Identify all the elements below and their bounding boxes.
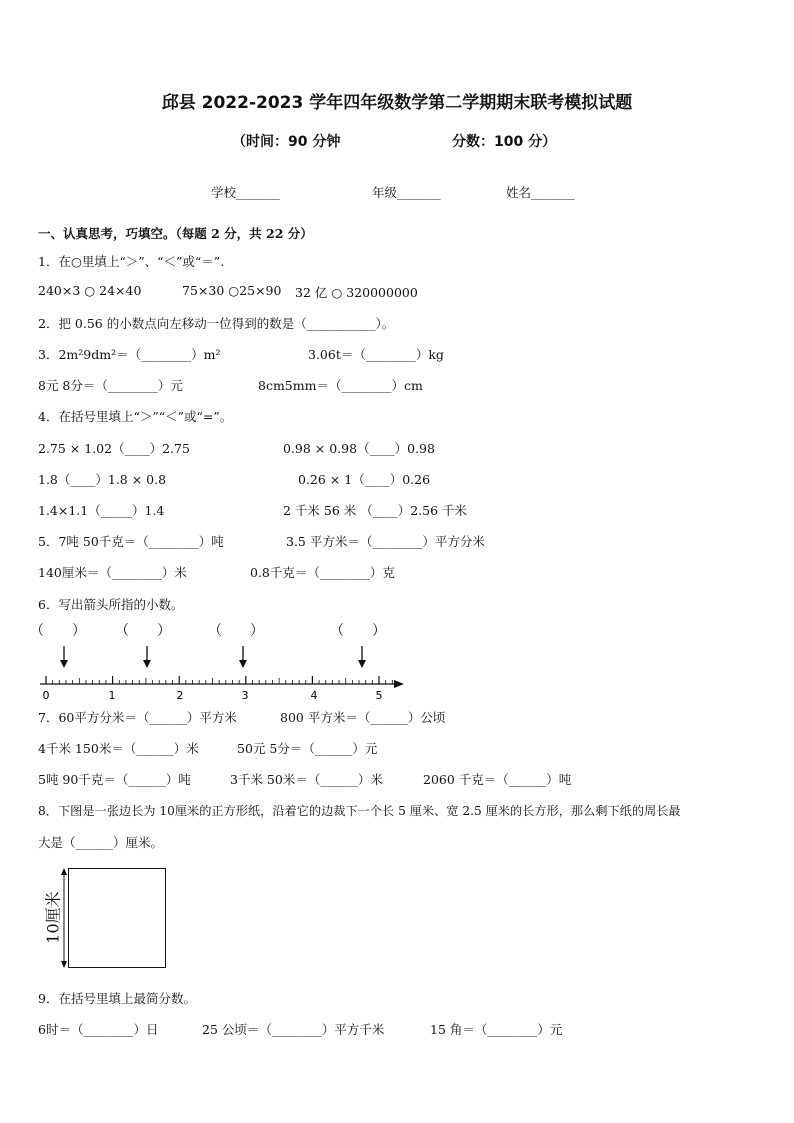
question-7-b: 800 平方米＝（______）公顷 <box>280 710 446 725</box>
question-9-a: 6时＝（________）日 <box>38 1022 159 1037</box>
question-3-a: 3．2m²9dm²＝（________）m² <box>38 347 221 362</box>
answer-paren-1: （ ） <box>30 623 86 639</box>
question-5-a: 5．7吨 50千克＝（________）吨 <box>38 534 224 549</box>
question-9-b: 25 公顷＝（________）平方千米 <box>202 1022 385 1037</box>
tick-label-4: 4 <box>310 689 318 702</box>
down-arrow-icon <box>143 646 151 668</box>
square-paper-figure <box>68 868 166 968</box>
number-line-arrowhead <box>394 680 404 688</box>
exam-time: （时间：90 分钟 <box>232 134 341 150</box>
tick-label-5: 5 <box>375 689 383 702</box>
question-4-r3a: 1.4×1.1（_____）1.4 <box>38 503 165 518</box>
question-4-stem: 4．在括号里填上“＞”“＜”或“=”。 <box>38 409 233 424</box>
answer-paren-2: （ ） <box>115 623 171 639</box>
question-4-r1a: 2.75 × 1.02（____）2.75 <box>38 441 190 456</box>
question-3-d: 8cm5mm＝（________）cm <box>258 378 423 393</box>
question-3-b: 3.06t＝（________）kg <box>308 347 444 362</box>
question-8-line2: 大是（______）厘米。 <box>38 835 164 850</box>
question-7-g: 2060 千克＝（______）吨 <box>423 772 572 787</box>
tick-label-3: 3 <box>241 689 249 702</box>
question-5-b: 3.5 平方米＝（________）平方分米 <box>286 534 485 549</box>
side-length-label: 10厘米 <box>43 891 63 944</box>
down-arrow-icon <box>239 646 247 668</box>
tick-label-0: 0 <box>42 689 50 702</box>
question-4-r1b: 0.98 × 0.98（____）0.98 <box>283 441 435 456</box>
page-title: 邱县 2022-2023 学年四年级数学第二学期期末联考模拟试题 <box>161 93 633 113</box>
question-7-f: 3千米 50米＝（______）米 <box>230 772 383 787</box>
number-line <box>30 640 410 702</box>
number-line-ticks <box>46 676 392 684</box>
name-field: 姓名_______ <box>506 185 575 200</box>
question-3-c: 8元 8分＝（________）元 <box>38 378 183 393</box>
question-1-b: 75×30 ○25×90 <box>182 283 282 298</box>
question-6-stem: 6．写出箭头所指的小数。 <box>38 597 184 612</box>
school-field: 学校_______ <box>211 185 280 200</box>
down-arrow-icon <box>358 646 366 668</box>
question-7-e: 5吨 90千克＝（______）吨 <box>38 772 191 787</box>
question-9-stem: 9．在括号里填上最简分数。 <box>38 991 196 1006</box>
question-7-d: 50元 5分＝（______）元 <box>237 741 378 756</box>
question-4-r3b: 2 千米 56 米 （____）2.56 千米 <box>283 503 468 518</box>
tick-label-2: 2 <box>176 689 184 702</box>
question-5-c: 140厘米＝（________）米 <box>38 565 187 580</box>
tick-label-1: 1 <box>108 689 116 702</box>
answer-paren-4: （ ） <box>330 623 386 639</box>
section-heading: 一、认真思考，巧填空。（每题 2 分，共 22 分） <box>38 226 313 241</box>
question-7-c: 4千米 150米＝（______）米 <box>38 741 199 756</box>
question-1-c: 32 亿 ○ 320000000 <box>295 285 418 300</box>
answer-paren-3: （ ） <box>208 623 264 639</box>
question-5-d: 0.8千克＝（________）克 <box>250 565 395 580</box>
question-7-a: 7．60平方分米＝（______）平方米 <box>38 710 237 725</box>
question-1-stem: 1．在○里填上“＞”、“＜”或“＝”. <box>38 254 225 269</box>
exam-score: 分数：100 分） <box>452 134 557 150</box>
down-arrow-icon <box>60 646 68 668</box>
question-2-stem: 2．把 0.56 的小数点向左移动一位得到的数是（___________）。 <box>38 316 395 331</box>
question-1-a: 240×3 ○ 24×40 <box>38 283 142 298</box>
question-4-r2b: 0.26 × 1（____）0.26 <box>298 472 431 487</box>
question-4-r2a: 1.8（____）1.8 × 0.8 <box>38 472 167 487</box>
question-8-line1: 8．下图是一张边长为 10厘米的正方形纸，沿着它的边裁下一个长 5 厘米、宽 2.5 厘米的长方形，那么剩下纸的周长最 <box>38 804 681 818</box>
grade-field: 年级_______ <box>372 185 441 200</box>
question-9-c: 15 角＝（________）元 <box>430 1022 563 1037</box>
